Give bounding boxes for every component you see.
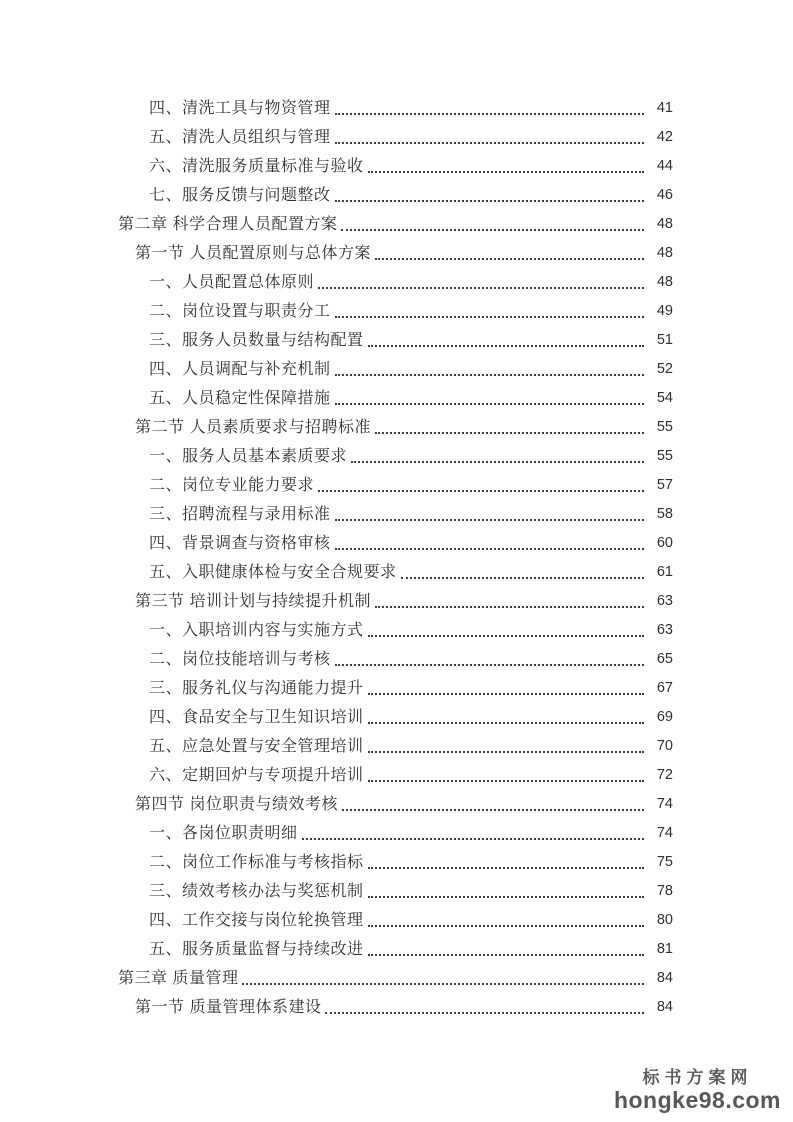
toc-entry-page-number: 48	[656, 274, 673, 290]
toc-entry	[118, 384, 673, 413]
toc-entry-label: 七、服务反馈与问题整改	[149, 187, 331, 204]
toc-entry	[118, 906, 673, 935]
toc-dot-leader	[364, 761, 649, 790]
toc-dot-leader	[338, 790, 649, 819]
toc-entry-label: 三、服务人员数量与结构配置	[149, 332, 364, 349]
toc-entry	[118, 413, 673, 442]
toc-entry-label: 一、服务人员基本素质要求	[149, 448, 348, 465]
toc-entry	[118, 326, 673, 355]
toc-entry-page-number: 84	[656, 999, 673, 1015]
toc-entry	[118, 210, 673, 239]
toc-entry-page-number: 74	[656, 825, 673, 841]
toc-entry-page-number: 51	[656, 332, 673, 348]
watermark-site-name: 标书方案网	[642, 1068, 753, 1087]
toc-entry-page-number: 55	[656, 448, 673, 464]
toc-dot-leader	[337, 210, 649, 239]
toc-entry-page-number: 65	[656, 651, 673, 667]
toc-entry-page-number: 69	[656, 709, 673, 725]
toc-entry-label: 第三章 质量管理	[118, 970, 239, 987]
toc-entry	[118, 442, 673, 471]
toc-entry	[118, 877, 673, 906]
toc-entry-page-number: 57	[656, 477, 673, 493]
toc-entry-label: 四、工作交接与岗位轮换管理	[149, 912, 364, 929]
toc-entry-page-number: 70	[656, 738, 673, 754]
toc-entry	[118, 790, 673, 819]
toc-dot-leader	[364, 616, 649, 645]
toc-dot-leader	[364, 935, 649, 964]
toc-entry	[118, 587, 673, 616]
toc-dot-leader	[298, 819, 649, 848]
toc-dot-leader	[331, 297, 649, 326]
toc-entry-label: 六、清洗服务质量标准与验收	[149, 158, 364, 175]
toc-dot-leader	[397, 558, 649, 587]
toc-entry	[118, 819, 673, 848]
toc-entry-page-number: 48	[656, 245, 673, 261]
toc-entry-page-number: 54	[656, 390, 673, 406]
toc-entry-label: 五、服务质量监督与持续改进	[149, 941, 364, 958]
toc-entry-page-number: 80	[656, 912, 673, 928]
toc-entry-page-number: 41	[656, 100, 673, 116]
toc-dot-leader	[331, 529, 649, 558]
toc-entry	[118, 848, 673, 877]
toc-entry-page-number: 67	[656, 680, 673, 696]
toc-dot-leader	[364, 674, 649, 703]
toc-dot-leader	[331, 355, 649, 384]
toc-entry-page-number: 75	[656, 854, 673, 870]
toc-entry	[118, 732, 673, 761]
toc-entry-label: 二、岗位专业能力要求	[149, 477, 315, 494]
watermark-site-url: hongke98.com	[613, 1087, 781, 1113]
toc-dot-leader	[347, 442, 649, 471]
toc-entry	[118, 94, 673, 123]
toc-dot-leader	[371, 587, 649, 616]
toc-entry	[118, 674, 673, 703]
toc-entry-page-number: 74	[656, 796, 673, 812]
toc-entry-page-number: 63	[656, 622, 673, 638]
toc-entry	[118, 645, 673, 674]
toc-dot-leader	[331, 94, 649, 123]
toc-entry	[118, 152, 673, 181]
toc-entry-page-number: 49	[656, 303, 673, 319]
toc-entry	[118, 123, 673, 152]
toc-entry-label: 第一节 质量管理体系建设	[135, 999, 322, 1016]
toc-entry-page-number: 63	[656, 593, 673, 609]
toc-entry	[118, 761, 673, 790]
toc-entry-page-number: 46	[656, 187, 673, 203]
toc-dot-leader	[364, 848, 649, 877]
toc-entry-label: 第二章 科学合理人员配置方案	[118, 216, 338, 233]
toc-entry-label: 三、招聘流程与录用标准	[149, 506, 331, 523]
toc-entry	[118, 993, 673, 1022]
toc-entry-label: 一、入职培训内容与实施方式	[149, 622, 364, 639]
toc-entry-page-number: 61	[656, 564, 673, 580]
site-watermark	[614, 1069, 781, 1112]
toc-entry	[118, 935, 673, 964]
toc-entry-label: 二、岗位工作标准与考核指标	[149, 854, 364, 871]
toc-dot-leader	[364, 732, 649, 761]
toc-entry-label: 三、服务礼仪与沟通能力提升	[149, 680, 364, 697]
toc-entry-page-number: 84	[656, 970, 673, 986]
toc-entry-page-number: 44	[656, 158, 673, 174]
toc-entry-label: 二、岗位设置与职责分工	[149, 303, 331, 320]
toc-dot-leader	[364, 326, 649, 355]
toc-entry-label: 五、清洗人员组织与管理	[149, 129, 331, 146]
toc-entry-page-number: 81	[656, 941, 673, 957]
toc-entry-label: 第三节 培训计划与持续提升机制	[135, 593, 371, 610]
toc-entry	[118, 529, 673, 558]
toc-entry-page-number: 60	[656, 535, 673, 551]
toc-entry	[118, 616, 673, 645]
toc-dot-leader	[364, 703, 649, 732]
toc-entry-page-number: 48	[656, 216, 673, 232]
toc-dot-leader	[314, 471, 649, 500]
toc-entry	[118, 239, 673, 268]
toc-entry	[118, 558, 673, 587]
toc-dot-leader	[364, 152, 649, 181]
toc-dot-leader	[331, 384, 649, 413]
toc-entry-label: 一、人员配置总体原则	[149, 274, 315, 291]
toc-dot-leader	[364, 906, 649, 935]
toc-entry-label: 四、清洗工具与物资管理	[149, 100, 331, 117]
toc-dot-leader	[321, 993, 649, 1022]
toc-dot-leader	[314, 268, 649, 297]
toc-entry-label: 第四节 岗位职责与绩效考核	[135, 796, 338, 813]
toc-entry	[118, 471, 673, 500]
toc-dot-leader	[238, 964, 649, 993]
toc-dot-leader	[364, 877, 649, 906]
toc-entry	[118, 500, 673, 529]
toc-entry-label: 第二节 人员素质要求与招聘标准	[135, 419, 371, 436]
toc-entry	[118, 703, 673, 732]
toc-entry-page-number: 52	[656, 361, 673, 377]
toc-entry	[118, 181, 673, 210]
toc-entry	[118, 355, 673, 384]
toc-entry-label: 六、定期回炉与专项提升培训	[149, 767, 364, 784]
toc-dot-leader	[331, 645, 649, 674]
toc-entry-page-number: 42	[656, 129, 673, 145]
toc-entry-label: 三、绩效考核办法与奖惩机制	[149, 883, 364, 900]
toc-dot-leader	[331, 500, 649, 529]
toc-entry-page-number: 58	[656, 506, 673, 522]
toc-entry	[118, 964, 673, 993]
toc-entry-label: 一、各岗位职责明细	[149, 825, 298, 842]
toc-entry-label: 五、应急处置与安全管理培训	[149, 738, 364, 755]
toc-entry-page-number: 78	[656, 883, 673, 899]
toc-entry	[118, 268, 673, 297]
toc-dot-leader	[331, 123, 649, 152]
toc-entry-label: 五、人员稳定性保障措施	[149, 390, 331, 407]
toc-entry	[118, 297, 673, 326]
toc-dot-leader	[371, 239, 649, 268]
toc-entry-label: 四、背景调查与资格审核	[149, 535, 331, 552]
toc-dot-leader	[371, 413, 649, 442]
toc-entry-page-number: 72	[656, 767, 673, 783]
toc-entry-page-number: 55	[656, 419, 673, 435]
toc-entry-label: 二、岗位技能培训与考核	[149, 651, 331, 668]
toc-dot-leader	[331, 181, 649, 210]
toc-entry-label: 五、入职健康体检与安全合规要求	[149, 564, 397, 581]
toc-entry-label: 四、食品安全与卫生知识培训	[149, 709, 364, 726]
toc-entry-label: 四、人员调配与补充机制	[149, 361, 331, 378]
toc-entry-label: 第一节 人员配置原则与总体方案	[135, 245, 371, 262]
